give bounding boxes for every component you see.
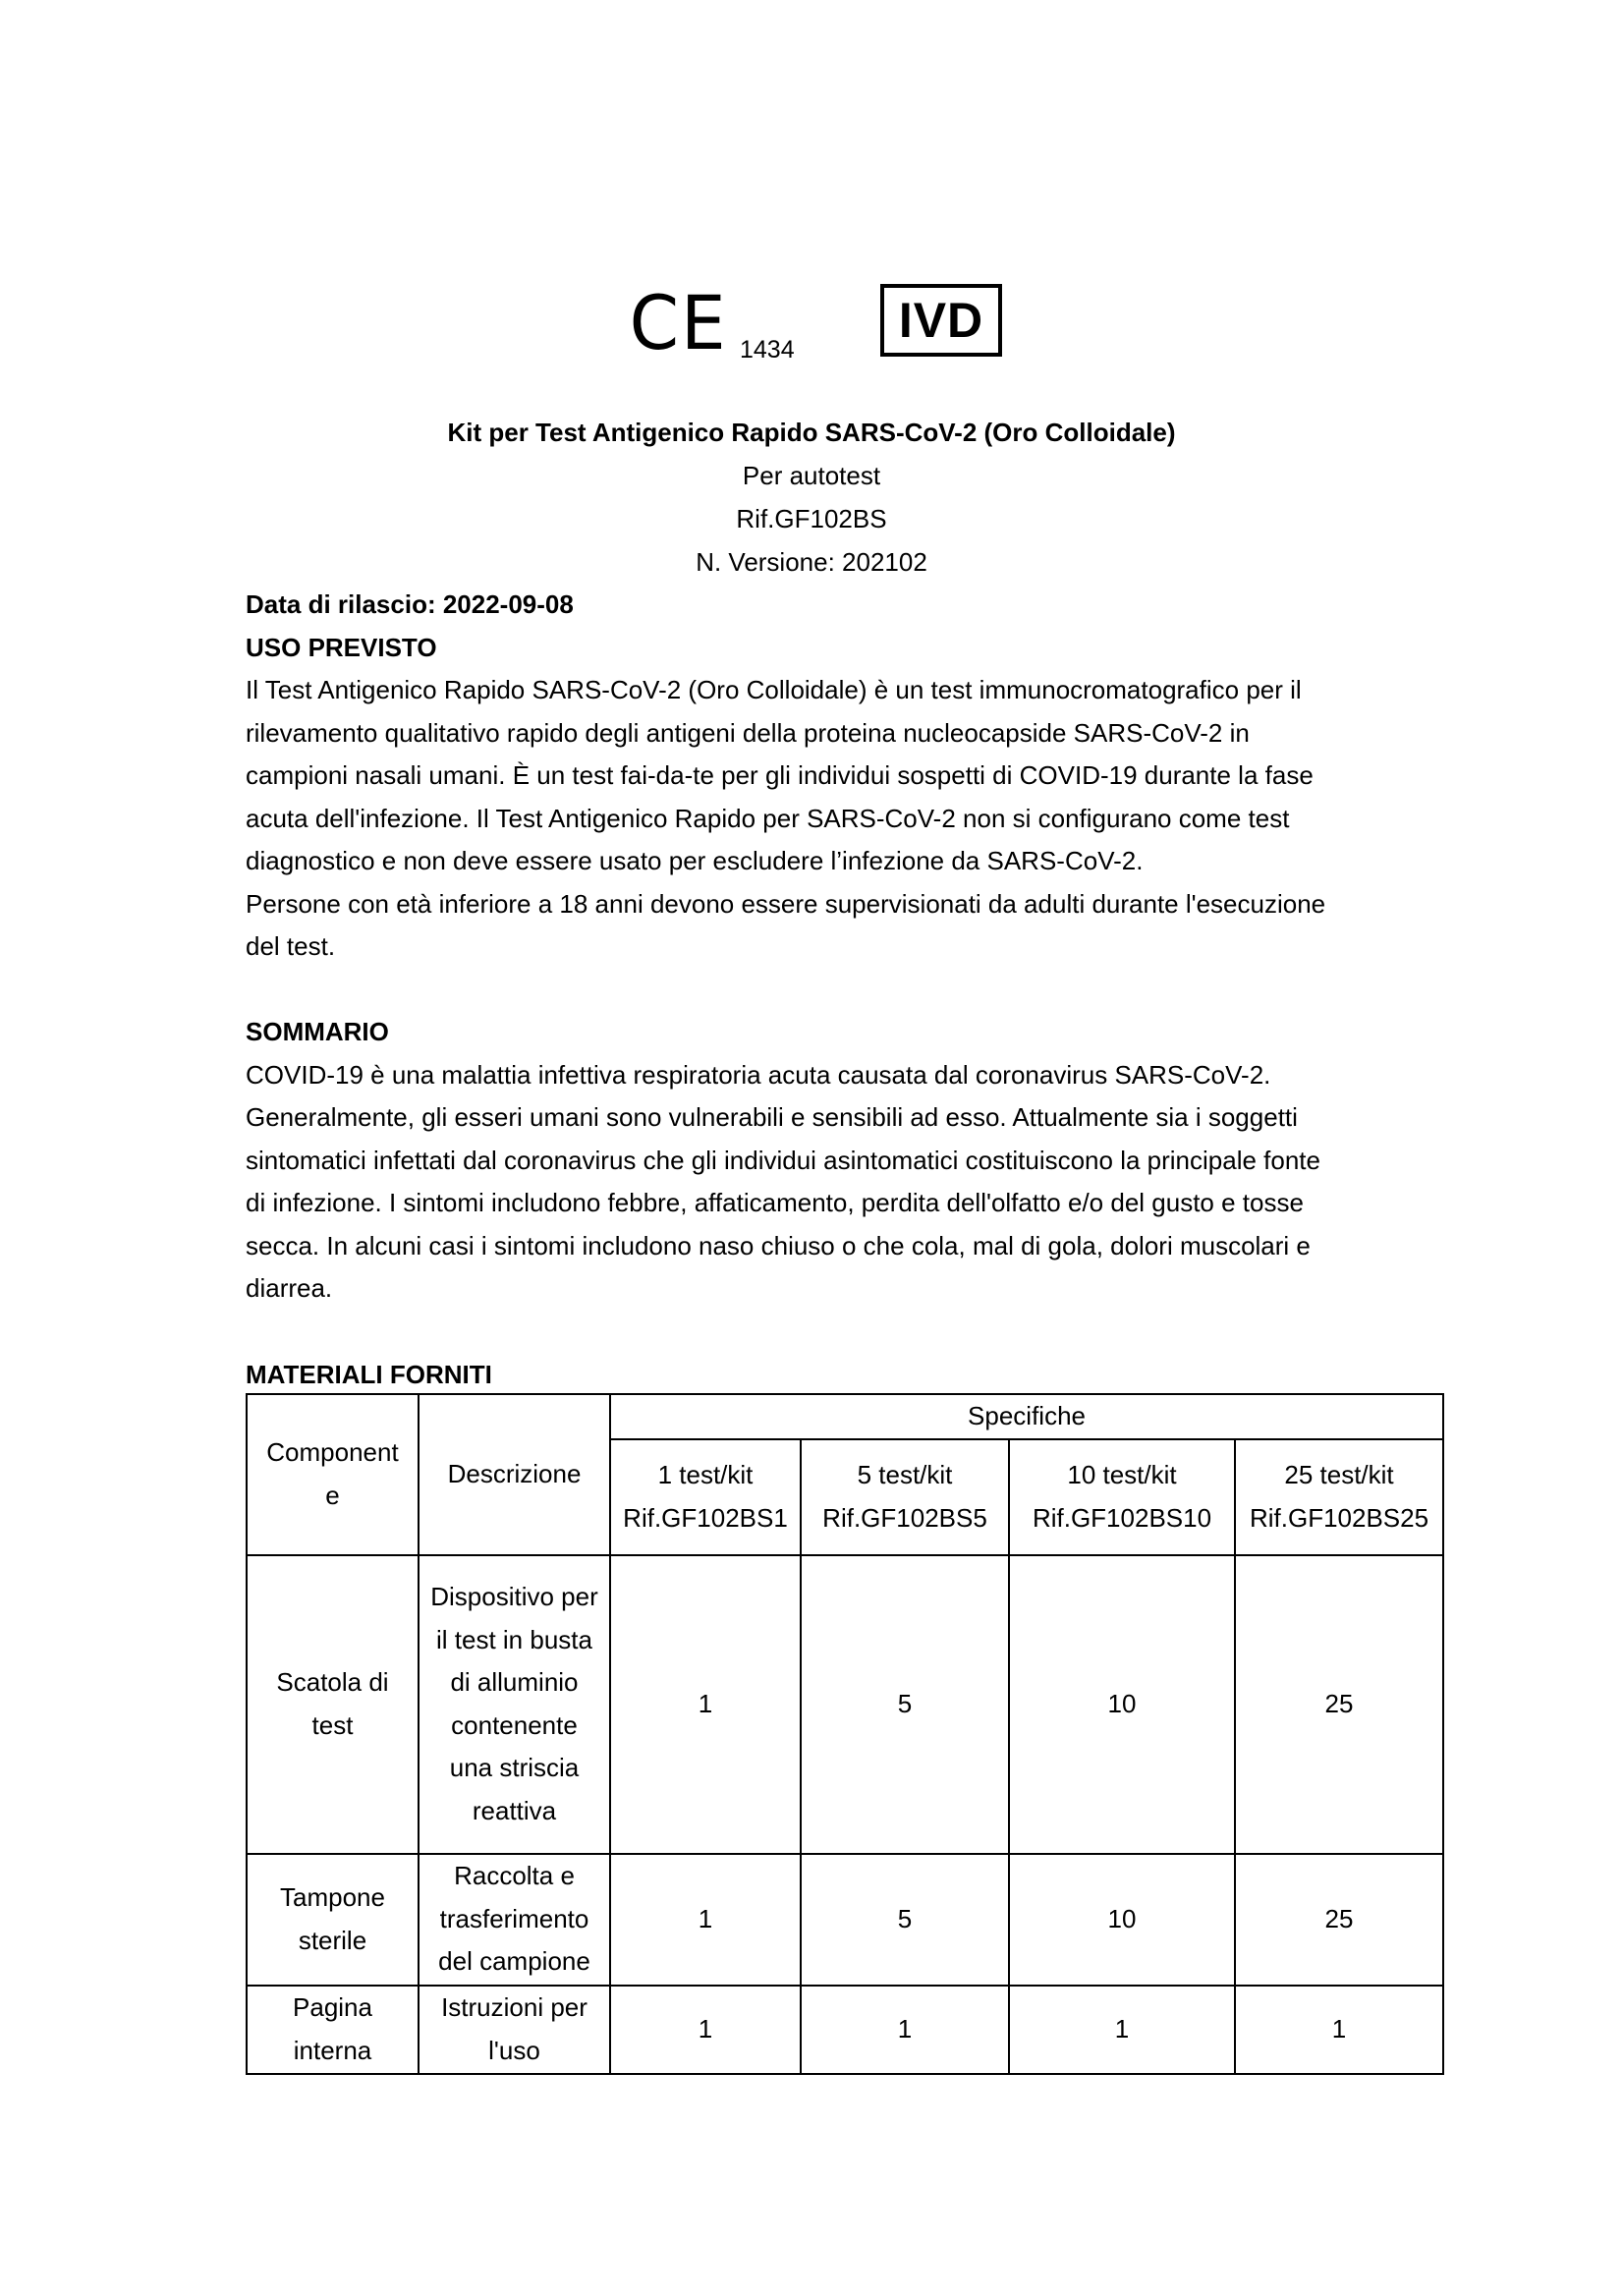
ce-mark-icon: CE xyxy=(629,279,728,366)
materials-section xyxy=(246,1354,1385,1397)
intended-use-heading: USO PREVISTO xyxy=(246,632,437,662)
spec-column-header xyxy=(610,1439,801,1555)
cell-value: 5 xyxy=(801,1555,1009,1854)
spec-column-header xyxy=(1235,1439,1443,1555)
release-date: Data di rilascio: 2022-09-08 xyxy=(246,589,574,619)
reference-code: Rif.GF102BS xyxy=(736,504,887,533)
spec-qty: 1 test/kit xyxy=(657,1460,754,1489)
table-row xyxy=(247,1854,1443,1986)
spec-qty: 25 test/kit xyxy=(1284,1460,1394,1489)
materials-table xyxy=(246,1393,1444,2075)
summary-line: di infezione. I sintomi includono febbre, affaticamento, perdita dell'olfatto e/o del gusto e tosse xyxy=(246,1188,1304,1217)
summary-section xyxy=(246,1011,1385,1311)
cell-description: Raccolta e trasferimento del campione xyxy=(419,1854,610,1986)
spec-ref: Rif.GF102BS10 xyxy=(1032,1502,1212,1533)
intended-use-line: rilevamento qualitativo rapido degli antigeni della proteina nucleocapside SARS-CoV-2 in xyxy=(246,717,1250,748)
cell-description: Istruzioni per l'uso xyxy=(419,1986,610,2074)
summary-heading: SOMMARIO xyxy=(246,1017,389,1046)
intended-use-line: acuta dell'infezione. Il Test Antigenico Rapido per SARS-CoV-2 non si configurano come test xyxy=(246,803,1290,833)
summary-line: Generalmente, gli esseri umani sono vulnerabili e sensibili ad esso. Attualmente sia i soggetti xyxy=(246,1102,1298,1132)
intended-use-line: Il Test Antigenico Rapido SARS-CoV-2 (Oro Colloidale) è un test immunocromatografico per il xyxy=(246,675,1302,704)
summary-line: COVID-19 è una malattia infettiva respiratoria acuta causata dal coronavirus SARS-CoV-2. xyxy=(246,1059,1271,1090)
cell-value: 5 xyxy=(801,1854,1009,1986)
intended-use-line: campioni nasali umani. È un test fai-da-te per gli individui sospetti di COVID-19 durante la fase xyxy=(246,760,1314,790)
header-specs: Specifiche xyxy=(610,1394,1443,1439)
spec-qty: 10 test/kit xyxy=(1067,1460,1177,1489)
spec-ref: Rif.GF102BS1 xyxy=(623,1502,788,1533)
table-row xyxy=(247,1986,1443,2074)
header-component: Component e xyxy=(247,1394,419,1555)
cell-value: 10 xyxy=(1009,1555,1235,1854)
cell-value: 10 xyxy=(1009,1854,1235,1986)
spec-column-header xyxy=(1009,1439,1235,1555)
spec-ref: Rif.GF102BS5 xyxy=(822,1502,987,1533)
cell-component: Pagina interna xyxy=(247,1986,419,2074)
table-header-row xyxy=(247,1394,1443,1439)
cell-value: 1 xyxy=(610,1854,801,1986)
cell-value: 1 xyxy=(610,1986,801,2074)
summary-line: diarrea. xyxy=(246,1273,333,1303)
table-row xyxy=(247,1555,1443,1854)
materials-heading: MATERIALI FORNITI xyxy=(246,1360,492,1389)
cell-description: Dispositivo per il test in busta di alluminio contenente una striscia reattiva xyxy=(419,1555,610,1854)
document-subtitle: Per autotest xyxy=(742,461,881,490)
intended-use-line: Persone con età inferiore a 18 anni devono essere supervisionati da adulti durante l'esecuzione xyxy=(246,888,1326,919)
cell-value: 25 xyxy=(1235,1854,1443,1986)
version-number: N. Versione: 202102 xyxy=(696,547,927,577)
cell-component: Scatola di test xyxy=(247,1555,419,1854)
cell-component: Tampone sterile xyxy=(247,1854,419,1986)
intended-use-section xyxy=(246,584,1385,969)
regulatory-marks xyxy=(0,280,1623,378)
cell-value: 1 xyxy=(801,1986,1009,2074)
document-title: Kit per Test Antigenico Rapido SARS-CoV-2 (Oro Colloidale) xyxy=(447,418,1176,447)
summary-line: secca. In alcuni casi i sintomi includono naso chiuso o che cola, mal di gola, dolori muscolari e xyxy=(246,1230,1311,1260)
intended-use-line: diagnostico e non deve essere usato per escludere l’infezione da SARS-CoV-2. xyxy=(246,846,1144,875)
summary-line: sintomatici infettati dal coronavirus che gli individui asintomatici costituiscono la principale fonte xyxy=(246,1145,1320,1175)
ivd-label: IVD xyxy=(898,293,984,348)
cell-value: 1 xyxy=(610,1555,801,1854)
header-description: Descrizione xyxy=(419,1394,610,1555)
cell-value: 1 xyxy=(1235,1986,1443,2074)
spec-column-header xyxy=(801,1439,1009,1555)
cell-value: 25 xyxy=(1235,1555,1443,1854)
intended-use-line: del test. xyxy=(246,931,336,961)
ivd-mark-icon xyxy=(880,284,1002,357)
cell-value: 1 xyxy=(1009,1986,1235,2074)
spec-qty: 5 test/kit xyxy=(857,1460,953,1489)
notified-body-number: 1434 xyxy=(740,336,795,364)
spec-ref: Rif.GF102BS25 xyxy=(1249,1502,1429,1533)
